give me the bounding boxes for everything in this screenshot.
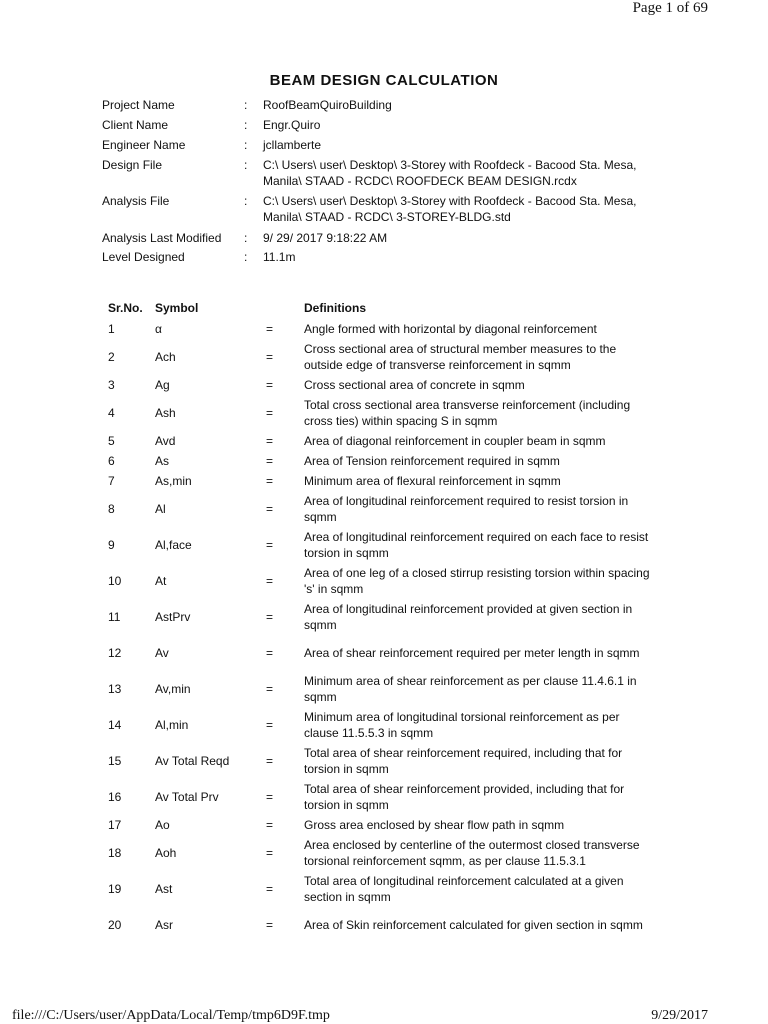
info-value: 9/ 29/ 2017 9:18:22 AM (263, 231, 388, 245)
info-value: 11.1m (263, 250, 296, 264)
row-equals: = (266, 502, 274, 516)
info-separator: : (244, 158, 248, 172)
row-symbol: Al (155, 502, 166, 516)
info-value: RoofBeamQuiroBuilding (263, 98, 392, 112)
row-definition: Area of Tension reinforcement required in sqmm (304, 454, 560, 468)
info-label: Project Name (102, 98, 175, 112)
row-definition: Gross area enclosed by shear flow path in sqmm (304, 818, 565, 832)
row-symbol: At (155, 574, 167, 588)
row-equals: = (266, 434, 274, 448)
row-definition: Minimum area of flexural reinforcement in sqmm (304, 474, 561, 488)
row-symbol: Ag (155, 378, 170, 392)
row-symbol: Ach (155, 350, 176, 364)
info-value: C:\ Users\ user\ Desktop\ 3-Storey with Roofdeck - Bacood Sta. Mesa, Manila\ STAAD - RCDC\ ROOFDECK BEAM DESIGN.rcdx (263, 158, 637, 188)
table-row (0, 564, 768, 598)
row-srno: 3 (108, 378, 115, 392)
row-srno: 17 (108, 818, 122, 832)
table-row (0, 376, 768, 394)
row-definition: Area of longitudinal reinforcement required to resist torsion in sqmm (304, 494, 629, 524)
row-symbol: Al,min (155, 718, 189, 732)
info-separator: : (244, 138, 248, 152)
row-srno: 19 (108, 882, 122, 896)
row-srno: 15 (108, 754, 122, 768)
row-equals: = (266, 818, 274, 832)
header-symbol: Symbol (155, 301, 199, 315)
table-row (0, 836, 768, 870)
row-srno: 11 (108, 610, 121, 624)
row-srno: 9 (108, 538, 115, 552)
row-symbol: Av (155, 646, 169, 660)
header-srno: Sr.No. (108, 301, 143, 315)
row-equals: = (266, 538, 274, 552)
row-equals: = (266, 682, 274, 696)
row-definition: Angle formed with horizontal by diagonal reinforcement (304, 322, 597, 336)
row-definition: Total area of shear reinforcement provided, including that for torsion in sqmm (304, 782, 625, 812)
table-row (0, 600, 768, 634)
table-row (0, 744, 768, 778)
info-separator: : (244, 250, 248, 264)
table-row (0, 780, 768, 814)
table-row (0, 636, 768, 670)
row-definition: Cross sectional area of structural member measures to the outside edge of transverse reinforcement in sqmm (304, 342, 617, 372)
row-equals: = (266, 610, 274, 624)
table-row (0, 872, 768, 906)
table-row (0, 708, 768, 742)
row-srno: 18 (108, 846, 122, 860)
row-srno: 7 (108, 474, 115, 488)
info-value: C:\ Users\ user\ Desktop\ 3-Storey with Roofdeck - Bacood Sta. Mesa, Manila\ STAAD - RCDC\ 3-STOREY-BLDG.std (263, 194, 637, 224)
row-equals: = (266, 790, 274, 804)
row-srno: 16 (108, 790, 122, 804)
row-srno: 14 (108, 718, 122, 732)
table-row (0, 492, 768, 526)
row-symbol: Av Total Prv (155, 790, 219, 804)
info-label: Level Designed (102, 250, 185, 264)
info-value: jcllamberte (263, 138, 322, 152)
table-row (0, 396, 768, 430)
row-symbol: Av,min (155, 682, 191, 696)
row-symbol: Avd (155, 434, 176, 448)
row-equals: = (266, 754, 274, 768)
row-symbol: As (155, 454, 170, 468)
header-definition: Definitions (304, 301, 366, 315)
info-label: Analysis Last Modified (102, 231, 222, 245)
info-separator: : (244, 194, 248, 208)
definitions-header (0, 301, 768, 317)
table-row (0, 320, 768, 338)
row-equals: = (266, 882, 274, 896)
row-symbol: Ast (155, 882, 173, 896)
row-definition: Area of diagonal reinforcement in coupler beam in sqmm (304, 434, 606, 448)
info-label: Analysis File (102, 194, 170, 208)
table-row (0, 340, 768, 374)
row-definition: Area of Skin reinforcement calculated for given section in sqmm (304, 918, 643, 932)
info-label: Client Name (102, 118, 169, 132)
row-srno: 20 (108, 918, 122, 932)
footer-file-path: file:///C:/Users/user/AppData/Local/Temp/tmp6D9F.tmp (12, 1008, 330, 1023)
row-definition: Area of shear reinforcement required per meter length in sqmm (304, 646, 640, 660)
row-definition: Total cross sectional area transverse reinforcement (including cross ties) within spacing S in sqmm (304, 398, 631, 428)
row-definition: Area of one leg of a closed stirrup resisting torsion within spacing 's' in sqmm (304, 566, 650, 596)
row-symbol: Aoh (155, 846, 177, 860)
row-equals: = (266, 718, 274, 732)
row-definition: Minimum area of shear reinforcement as per clause 11.4.6.1 in sqmm (304, 674, 637, 704)
row-srno: 4 (108, 406, 115, 420)
info-separator: : (244, 231, 248, 245)
table-row (0, 452, 768, 470)
table-row (0, 672, 768, 706)
row-srno: 8 (108, 502, 115, 516)
row-symbol: α (155, 322, 162, 336)
footer-date: 9/29/2017 (651, 1008, 708, 1023)
row-equals: = (266, 646, 274, 660)
row-symbol: AstPrv (155, 610, 191, 624)
page-number: Page 1 of 69 (632, 0, 708, 16)
row-srno: 5 (108, 434, 115, 448)
row-definition: Total area of longitudinal reinforcement calculated at a given section in sqmm (304, 874, 624, 904)
info-separator: : (244, 118, 248, 132)
info-label: Design File (102, 158, 163, 172)
row-equals: = (266, 322, 274, 336)
row-definition: Cross sectional area of concrete in sqmm (304, 378, 525, 392)
table-row (0, 432, 768, 450)
row-equals: = (266, 378, 274, 392)
row-definition: Minimum area of longitudinal torsional reinforcement as per clause 11.5.5.3 in sqmm (304, 710, 620, 740)
table-row (0, 908, 768, 942)
row-equals: = (266, 406, 274, 420)
row-equals: = (266, 846, 274, 860)
row-equals: = (266, 574, 274, 588)
row-equals: = (266, 474, 274, 488)
row-symbol: Al,face (155, 538, 192, 552)
row-srno: 10 (108, 574, 122, 588)
info-value: Engr.Quiro (263, 118, 321, 132)
row-srno: 13 (108, 682, 122, 696)
document-title: BEAM DESIGN CALCULATION (269, 72, 499, 89)
row-definition: Area of longitudinal reinforcement provided at given section in sqmm (304, 602, 633, 632)
row-symbol: Ash (155, 406, 176, 420)
table-row (0, 528, 768, 562)
row-definition: Area of longitudinal reinforcement required on each face to resist torsion in sqmm (304, 530, 649, 560)
row-equals: = (266, 350, 274, 364)
row-definition: Area enclosed by centerline of the outermost closed transverse torsional reinforcement sqmm, as per clause 11.5.3.1 (304, 838, 640, 868)
row-symbol: Ao (155, 818, 170, 832)
row-definition: Total area of shear reinforcement required, including that for torsion in sqmm (304, 746, 623, 776)
row-srno: 6 (108, 454, 115, 468)
table-row (0, 472, 768, 490)
table-row (0, 816, 768, 834)
row-equals: = (266, 454, 274, 468)
info-separator: : (244, 98, 248, 112)
row-srno: 2 (108, 350, 115, 364)
info-label: Engineer Name (102, 138, 186, 152)
row-srno: 12 (108, 646, 122, 660)
row-symbol: Asr (155, 918, 173, 932)
row-symbol: As,min (155, 474, 192, 488)
row-equals: = (266, 918, 274, 932)
row-srno: 1 (108, 322, 115, 336)
row-symbol: Av Total Reqd (155, 754, 230, 768)
